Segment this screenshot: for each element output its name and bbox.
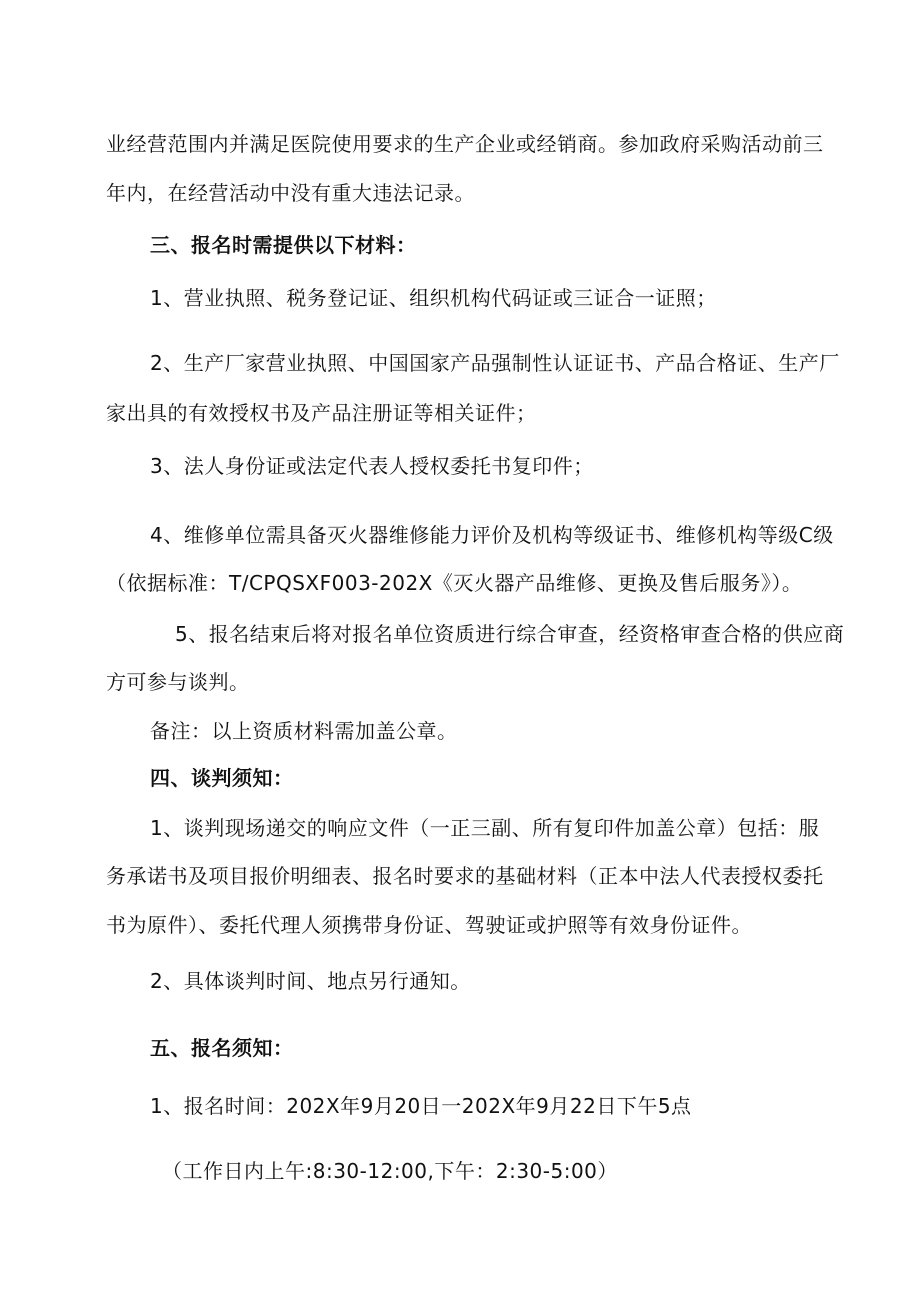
list-item: 3、法人身份证或法定代表人授权委托书复印件； xyxy=(150,454,594,478)
list-item: 5、报名结束后将对报名单位资质进行综合审查，经资格审查合格的供应商 xyxy=(175,622,845,646)
list-item: 1、谈判现场递交的响应文件（一正三副、所有复印件加盖公章）包括：服 xyxy=(150,816,820,840)
list-item: 1、报名时间：202X年9月20日一202X年9月22日下午5点 xyxy=(150,1094,692,1118)
paragraph-line: （工作日内上午:8:30-12:00,下午：2:30-5:00） xyxy=(162,1159,618,1183)
paragraph-line: （依据标准：T/CPQSXF003-202X《灭火器产品维修、更换及售后服务》）。 xyxy=(106,571,803,595)
list-item: 4、维修单位需具备灭火器维修能力评价及机构等级证书、维修机构等级C级 xyxy=(150,523,834,547)
paragraph-line: 书为原件）、委托代理人须携带身份证、驾驶证或护照等有效身份证件。 xyxy=(106,913,752,937)
paragraph-line: 年内，在经营活动中没有重大违法记录。 xyxy=(106,181,475,205)
paragraph-line: 业经营范围内并满足医院使用要求的生产企业或经销商。参加政府采购活动前三 xyxy=(106,132,824,156)
section-heading: 五、报名须知： xyxy=(150,1036,294,1060)
paragraph-line: 务承诺书及项目报价明细表、报名时要求的基础材料（正本中法人代表授权委托 xyxy=(106,864,824,888)
section-heading: 四、谈判须知： xyxy=(150,766,294,790)
list-item: 2、生产厂家营业执照、中国国家产品强制性认证证书、产品合格证、生产厂 xyxy=(150,351,840,375)
note-text: 备注：以上资质材料需加盖公章。 xyxy=(150,719,458,743)
paragraph-line: 家出具的有效授权书及产品注册证等相关证件； xyxy=(106,401,537,425)
list-item: 2、具体谈判时间、地点另行通知。 xyxy=(150,969,471,993)
section-heading: 三、报名时需提供以下材料： xyxy=(150,233,417,257)
paragraph-line: 方可参与谈判。 xyxy=(106,670,250,694)
list-item: 1、营业执照、税务登记证、组织机构代码证或三证合一证照； xyxy=(150,286,717,310)
